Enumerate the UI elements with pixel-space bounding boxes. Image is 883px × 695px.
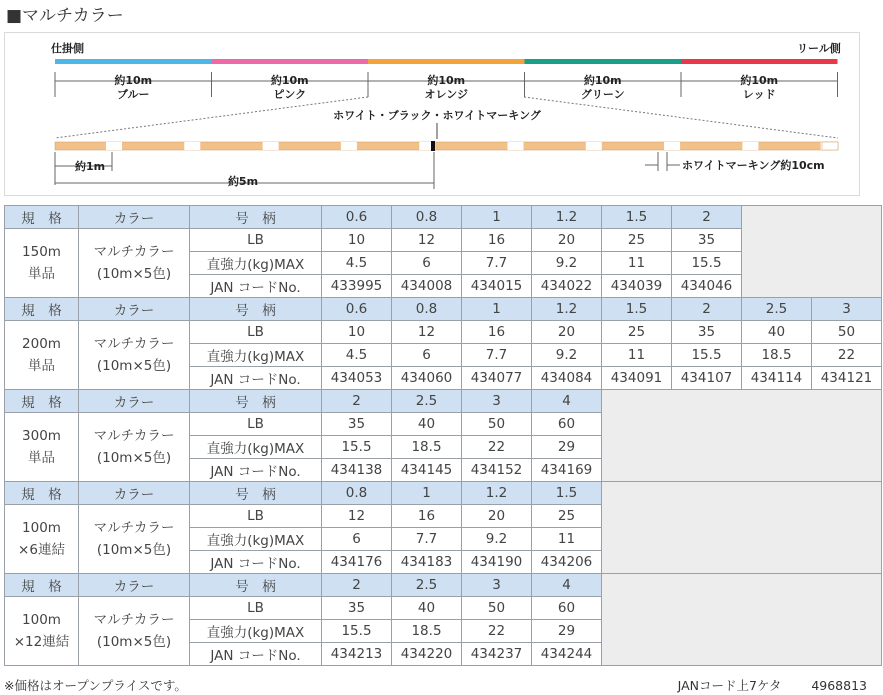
strength-cell: 4.5 bbox=[322, 344, 392, 367]
jan-cell: 434138 bbox=[322, 459, 392, 482]
line-diagram-svg bbox=[5, 33, 859, 195]
segment-color-label: オレンジ bbox=[424, 88, 468, 101]
color-cell bbox=[79, 413, 190, 482]
spec-length: 100m bbox=[22, 612, 61, 628]
color-name: マルチカラー bbox=[93, 336, 175, 352]
lb-cell: 35 bbox=[672, 321, 742, 344]
line-number-cell: 3 bbox=[462, 390, 532, 413]
jan-cell: 434039 bbox=[602, 275, 672, 298]
strength-cell: 29 bbox=[532, 436, 602, 459]
spec-header: 規 格 bbox=[5, 482, 79, 505]
spec-length: 150m bbox=[22, 244, 61, 260]
lb-cell: 25 bbox=[532, 505, 602, 528]
jan-cell: 434015 bbox=[462, 275, 532, 298]
number-header: 号 柄 bbox=[190, 298, 322, 321]
lb-cell: 25 bbox=[602, 321, 672, 344]
line-number-cell: 1 bbox=[392, 482, 462, 505]
line-number-cell: 2 bbox=[672, 298, 742, 321]
table-header-row bbox=[5, 206, 882, 229]
strength-label: 直強力(kg)MAX bbox=[190, 436, 322, 459]
spec-cell bbox=[5, 321, 79, 390]
segment-length-label: 約10m bbox=[740, 74, 779, 87]
color-name: マルチカラー bbox=[93, 520, 175, 536]
lb-cell: 10 bbox=[322, 321, 392, 344]
segment-color-label: グリーン bbox=[580, 88, 625, 101]
color-cell bbox=[79, 597, 190, 666]
jan-cell: 433995 bbox=[322, 275, 392, 298]
color-name: マルチカラー bbox=[93, 612, 175, 628]
jan-cell: 434046 bbox=[672, 275, 742, 298]
white-marking bbox=[664, 142, 680, 150]
strength-cell: 9.2 bbox=[532, 344, 602, 367]
spec-unit: 単品 bbox=[28, 450, 55, 466]
number-header: 号 柄 bbox=[190, 482, 322, 505]
spec-unit: ×6連結 bbox=[18, 542, 65, 558]
segment-color-label: レッド bbox=[742, 88, 776, 101]
color-name: マルチカラー bbox=[93, 244, 175, 260]
label-10cm: ホワイトマーキング約10cm bbox=[682, 159, 825, 172]
spec-length: 100m bbox=[22, 520, 61, 536]
color-name: マルチカラー bbox=[93, 428, 175, 444]
lb-cell: 20 bbox=[532, 321, 602, 344]
strength-cell: 9.2 bbox=[532, 252, 602, 275]
spec-unit: 単品 bbox=[28, 358, 55, 374]
jan-prefix-note bbox=[678, 676, 867, 694]
line-number-cell: 1.2 bbox=[462, 482, 532, 505]
line-number-cell: 0.8 bbox=[392, 206, 462, 229]
strength-cell: 4.5 bbox=[322, 252, 392, 275]
line-number-cell: 4 bbox=[532, 390, 602, 413]
color-detail: (10m×5色) bbox=[96, 542, 172, 558]
line-number-cell: 0.6 bbox=[322, 298, 392, 321]
strength-cell: 29 bbox=[532, 620, 602, 643]
line-number-cell: 2.5 bbox=[392, 574, 462, 597]
color-header: カラー bbox=[79, 298, 190, 321]
line-number-cell: 1.5 bbox=[532, 482, 602, 505]
strength-cell: 6 bbox=[322, 528, 392, 551]
jan-label: JAN コードNo. bbox=[190, 275, 322, 298]
white-marking bbox=[586, 142, 602, 150]
white-marking bbox=[341, 142, 357, 150]
spec-header: 規 格 bbox=[5, 206, 79, 229]
strength-cell: 6 bbox=[392, 252, 462, 275]
jan-prefix-value: 4968813 bbox=[811, 678, 867, 693]
jan-cell: 434206 bbox=[532, 551, 602, 574]
jan-label: JAN コードNo. bbox=[190, 459, 322, 482]
strength-cell: 22 bbox=[462, 620, 532, 643]
empty-cell bbox=[602, 482, 882, 574]
lb-cell: 12 bbox=[322, 505, 392, 528]
line-color-diagram bbox=[4, 32, 860, 196]
white-marking bbox=[263, 142, 279, 150]
line-number-cell: 1.5 bbox=[602, 298, 672, 321]
jan-cell: 434053 bbox=[322, 367, 392, 390]
number-header: 号 柄 bbox=[190, 574, 322, 597]
empty-cell bbox=[602, 390, 882, 482]
jan-cell: 434244 bbox=[532, 643, 602, 666]
segment-length-label: 約10m bbox=[427, 74, 466, 87]
line-number-cell: 3 bbox=[462, 574, 532, 597]
white-marking-end bbox=[822, 142, 838, 150]
table-header-row bbox=[5, 482, 882, 505]
lb-cell: 12 bbox=[392, 321, 462, 344]
color-detail: (10m×5色) bbox=[96, 358, 172, 374]
lb-cell: 50 bbox=[812, 321, 882, 344]
strength-label: 直強力(kg)MAX bbox=[190, 620, 322, 643]
strength-label: 直強力(kg)MAX bbox=[190, 252, 322, 275]
jan-cell: 434152 bbox=[462, 459, 532, 482]
lb-label: LB bbox=[190, 413, 322, 436]
jan-cell: 434008 bbox=[392, 275, 462, 298]
lb-cell: 40 bbox=[392, 413, 462, 436]
empty-cell bbox=[742, 206, 882, 298]
page-title: ■マルチカラー bbox=[6, 6, 124, 26]
color-header: カラー bbox=[79, 482, 190, 505]
spec-header: 規 格 bbox=[5, 574, 79, 597]
lb-cell: 12 bbox=[392, 229, 462, 252]
spec-length: 300m bbox=[22, 428, 61, 444]
strength-cell: 11 bbox=[602, 252, 672, 275]
table-header-row bbox=[5, 390, 882, 413]
segment-length-label: 約10m bbox=[114, 74, 153, 87]
label-5m: 約5m bbox=[227, 175, 259, 188]
spec-unit: ×12連結 bbox=[13, 634, 70, 650]
jan-cell: 434091 bbox=[602, 367, 672, 390]
strength-cell: 7.7 bbox=[462, 252, 532, 275]
strength-label: 直強力(kg)MAX bbox=[190, 344, 322, 367]
lb-cell: 10 bbox=[322, 229, 392, 252]
lb-label: LB bbox=[190, 229, 322, 252]
lb-cell: 40 bbox=[392, 597, 462, 620]
lb-cell: 16 bbox=[462, 321, 532, 344]
lb-cell: 40 bbox=[742, 321, 812, 344]
table-header-row bbox=[5, 298, 882, 321]
strength-cell: 7.7 bbox=[392, 528, 462, 551]
strength-cell: 18.5 bbox=[392, 620, 462, 643]
spec-table bbox=[4, 205, 882, 666]
strength-cell: 15.5 bbox=[672, 344, 742, 367]
jan-prefix-label: JANコード上7ケタ bbox=[677, 678, 782, 693]
color-segment-1 bbox=[55, 59, 212, 64]
line-number-cell: 2 bbox=[322, 390, 392, 413]
jan-cell: 434121 bbox=[812, 367, 882, 390]
empty-cell bbox=[602, 574, 882, 666]
lb-cell: 60 bbox=[532, 413, 602, 436]
jan-label: JAN コードNo. bbox=[190, 367, 322, 390]
segment-length-label: 約10m bbox=[270, 74, 309, 87]
color-segment-3 bbox=[368, 59, 525, 64]
line-number-cell: 2 bbox=[672, 206, 742, 229]
line-number-cell: 1 bbox=[462, 206, 532, 229]
white-marking bbox=[106, 142, 122, 150]
jan-cell: 434145 bbox=[392, 459, 462, 482]
lb-cell: 35 bbox=[322, 597, 392, 620]
zoomed-line bbox=[55, 142, 838, 150]
lb-cell: 60 bbox=[532, 597, 602, 620]
lb-label: LB bbox=[190, 505, 322, 528]
strength-cell: 15.5 bbox=[322, 436, 392, 459]
segment-color-label: ブルー bbox=[116, 88, 150, 101]
line-number-cell: 2.5 bbox=[392, 390, 462, 413]
jan-cell: 434213 bbox=[322, 643, 392, 666]
jan-cell: 434183 bbox=[392, 551, 462, 574]
line-number-cell: 1 bbox=[462, 298, 532, 321]
color-cell bbox=[79, 321, 190, 390]
strength-cell: 11 bbox=[602, 344, 672, 367]
strength-cell: 9.2 bbox=[462, 528, 532, 551]
jan-cell: 434022 bbox=[532, 275, 602, 298]
color-header: カラー bbox=[79, 574, 190, 597]
line-number-cell: 2 bbox=[322, 574, 392, 597]
jan-cell: 434084 bbox=[532, 367, 602, 390]
spec-header: 規 格 bbox=[5, 298, 79, 321]
color-header: カラー bbox=[79, 390, 190, 413]
line-number-cell: 0.6 bbox=[322, 206, 392, 229]
jan-label: JAN コードNo. bbox=[190, 551, 322, 574]
label-1m: 約1m bbox=[75, 160, 106, 173]
color-cell bbox=[79, 229, 190, 298]
table-header-row bbox=[5, 574, 882, 597]
strength-cell: 18.5 bbox=[392, 436, 462, 459]
jan-cell: 434220 bbox=[392, 643, 462, 666]
spec-cell bbox=[5, 597, 79, 666]
lb-cell: 35 bbox=[672, 229, 742, 252]
strength-cell: 7.7 bbox=[462, 344, 532, 367]
spec-cell bbox=[5, 229, 79, 298]
jan-cell: 434176 bbox=[322, 551, 392, 574]
color-segment-2 bbox=[212, 59, 369, 64]
spec-header: 規 格 bbox=[5, 390, 79, 413]
jan-cell: 434114 bbox=[742, 367, 812, 390]
jan-cell: 434169 bbox=[532, 459, 602, 482]
strength-cell: 15.5 bbox=[672, 252, 742, 275]
color-segment-5 bbox=[681, 59, 838, 64]
table-row bbox=[5, 321, 882, 344]
white-marking bbox=[508, 142, 524, 150]
line-number-cell: 1.2 bbox=[532, 206, 602, 229]
strength-cell: 15.5 bbox=[322, 620, 392, 643]
strength-cell: 22 bbox=[812, 344, 882, 367]
jan-cell: 434190 bbox=[462, 551, 532, 574]
strength-cell: 6 bbox=[392, 344, 462, 367]
spec-unit: 単品 bbox=[28, 266, 55, 282]
color-segment-4 bbox=[525, 59, 682, 64]
color-detail: (10m×5色) bbox=[96, 634, 172, 650]
line-number-cell: 0.8 bbox=[322, 482, 392, 505]
jan-cell: 434060 bbox=[392, 367, 462, 390]
jan-cell: 434077 bbox=[462, 367, 532, 390]
lb-cell: 16 bbox=[392, 505, 462, 528]
lb-cell: 20 bbox=[532, 229, 602, 252]
strength-cell: 11 bbox=[532, 528, 602, 551]
segment-color-label: ピンク bbox=[273, 88, 307, 101]
line-number-cell: 3 bbox=[812, 298, 882, 321]
strength-label: 直強力(kg)MAX bbox=[190, 528, 322, 551]
spec-cell bbox=[5, 505, 79, 574]
lb-label: LB bbox=[190, 321, 322, 344]
hook-side-label: 仕掛側 bbox=[51, 42, 84, 55]
spec-length: 200m bbox=[22, 336, 61, 352]
white-marking bbox=[742, 142, 758, 150]
color-header: カラー bbox=[79, 206, 190, 229]
lb-cell: 50 bbox=[462, 597, 532, 620]
line-number-cell: 2.5 bbox=[742, 298, 812, 321]
color-detail: (10m×5色) bbox=[96, 450, 172, 466]
lb-cell: 25 bbox=[602, 229, 672, 252]
strength-cell: 18.5 bbox=[742, 344, 812, 367]
projection-line-right bbox=[524, 97, 838, 138]
number-header: 号 柄 bbox=[190, 390, 322, 413]
black-marking bbox=[431, 141, 435, 151]
lb-cell: 50 bbox=[462, 413, 532, 436]
lb-cell: 35 bbox=[322, 413, 392, 436]
number-header: 号 柄 bbox=[190, 206, 322, 229]
color-detail: (10m×5色) bbox=[96, 266, 172, 282]
lb-label: LB bbox=[190, 597, 322, 620]
line-number-cell: 1.5 bbox=[602, 206, 672, 229]
white-marking bbox=[184, 142, 200, 150]
price-note: ※価格はオープンプライスです。 bbox=[4, 678, 187, 693]
strength-cell: 22 bbox=[462, 436, 532, 459]
line-number-cell: 4 bbox=[532, 574, 602, 597]
projection-line-left bbox=[55, 97, 368, 138]
color-cell bbox=[79, 505, 190, 574]
jan-label: JAN コードNo. bbox=[190, 643, 322, 666]
marking-label: ホワイト・ブラック・ホワイトマーキング bbox=[333, 109, 541, 122]
line-number-cell: 1.2 bbox=[532, 298, 602, 321]
lb-cell: 20 bbox=[462, 505, 532, 528]
jan-cell: 434237 bbox=[462, 643, 532, 666]
lb-cell: 16 bbox=[462, 229, 532, 252]
segment-length-label: 約10m bbox=[583, 74, 622, 87]
spec-cell bbox=[5, 413, 79, 482]
line-number-cell: 0.8 bbox=[392, 298, 462, 321]
reel-side-label: リール側 bbox=[797, 42, 841, 55]
jan-cell: 434107 bbox=[672, 367, 742, 390]
